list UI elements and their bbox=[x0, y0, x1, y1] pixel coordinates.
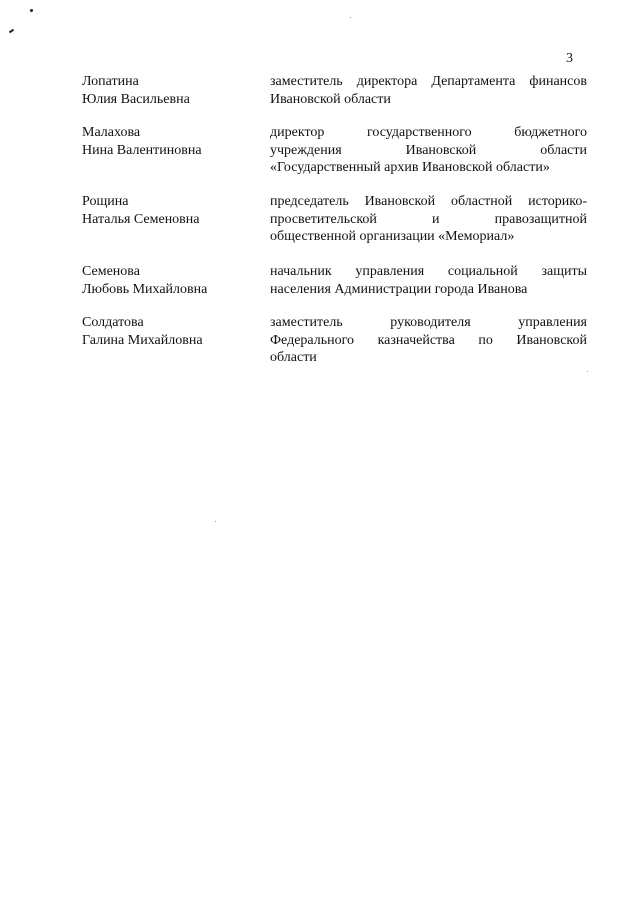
member-given-names: Юлия Васильевна bbox=[82, 91, 190, 107]
position-line: Ивановской области bbox=[270, 91, 391, 107]
member-given-names: Нина Валентиновна bbox=[82, 142, 202, 158]
page-number: 3 bbox=[566, 51, 573, 66]
member-given-names: Любовь Михайловна bbox=[82, 281, 208, 297]
position-line: просветительской и правозащитной bbox=[270, 211, 587, 227]
member-surname: Рощина bbox=[82, 194, 129, 209]
position-line: Федерального казначейства по Ивановской bbox=[270, 332, 587, 348]
scan-speck bbox=[215, 521, 216, 522]
scan-speck bbox=[350, 17, 351, 18]
member-position bbox=[270, 193, 587, 246]
position-line: председатель Ивановской областной историко- bbox=[270, 194, 587, 209]
position-line: заместитель руководителя управления bbox=[270, 315, 587, 330]
member-position bbox=[270, 124, 587, 177]
member-given-names: Наталья Семеновна bbox=[82, 211, 200, 227]
position-line: населения Администрации города Иванова bbox=[270, 281, 528, 297]
position-line: «Государственный архив Ивановской области» bbox=[270, 160, 550, 175]
position-line: области bbox=[270, 350, 317, 365]
scan-mark bbox=[30, 9, 33, 12]
member-surname: Солдатова bbox=[82, 315, 144, 330]
member-given-names: Галина Михайловна bbox=[82, 332, 203, 348]
member-name bbox=[82, 193, 252, 228]
member-surname: Малахова bbox=[82, 125, 141, 140]
member-surname: Семенова bbox=[82, 264, 140, 279]
position-line: заместитель директора Департамента финансов bbox=[270, 74, 587, 89]
member-surname: Лопатина bbox=[82, 74, 139, 89]
member-position bbox=[270, 263, 587, 298]
scan-speck bbox=[587, 371, 588, 372]
member-position bbox=[270, 314, 587, 367]
member-name bbox=[82, 124, 252, 159]
member-name bbox=[82, 263, 252, 298]
scan-mark bbox=[9, 29, 14, 34]
position-line: директор государственного бюджетного bbox=[270, 125, 587, 140]
member-name bbox=[82, 314, 252, 349]
position-line: учреждения Ивановской области bbox=[270, 142, 587, 158]
position-line: начальник управления социальной защиты bbox=[270, 264, 587, 279]
position-line: общественной организации «Мемориал» bbox=[270, 229, 515, 244]
member-name bbox=[82, 73, 252, 108]
member-position bbox=[270, 73, 587, 108]
